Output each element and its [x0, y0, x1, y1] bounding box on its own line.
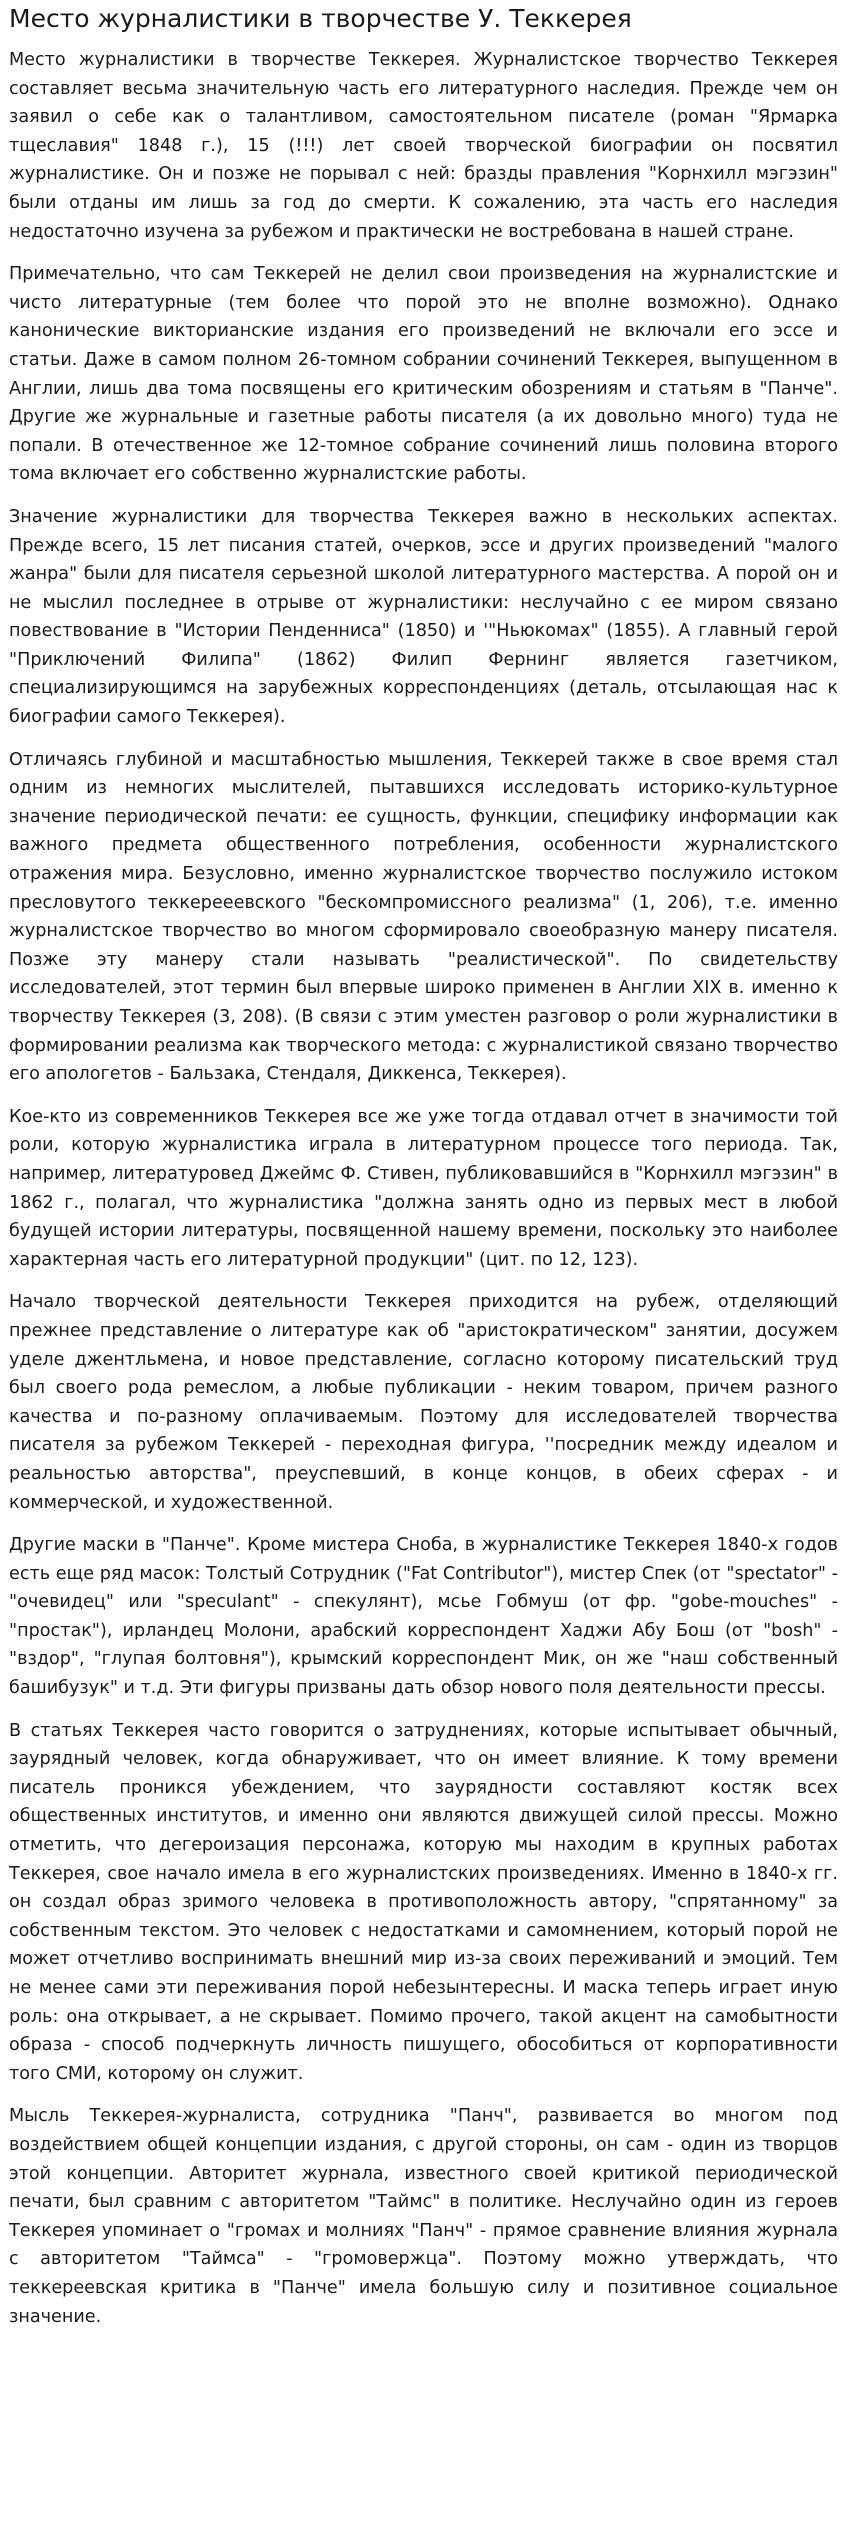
paragraph: Кое-кто из современников Теккерея все же уже тогда отдавал отчет в значимости той роли, которую журналистика играла в литературном процессе того периода. Так, например, литературовед Джеймс Ф. Стивен, публиковавшийся в "Корнхилл мэгэзин" в 1862 г., полагал, что журналистика "должна занять одно из первых мест в любой будущей истории литературы, посвященной нашему времени, поскольку это наиболее характерная часть его литературной продукции" (цит. по 12, 123).	[9, 1106, 838, 1270]
paragraph: Место журналистики в творчестве Теккерея. Журналистское творчество Теккерея составляет весьма значительную часть его литературного наследия. Прежде чем он заявил о себе как о талантливом, самостоятельном писателе (роман "Ярмарка тщеславия" 1848 г.), 15 (!!!) лет своей творческой биографии он посвятил журналистике. Он и позже не порывал с ней: бразды правления "Корнхилл мэгэзин" были отданы им лишь за год до смерти. К сожалению, эта часть его наследия недостаточно изучена за рубежом и практически не востребована в нашей стране.	[9, 50, 838, 242]
paragraph: Отличаясь глубиной и масштабностью мышления, Теккерей также в свое время стал одним из немногих мыслителей, пытавшихся исследовать историко-культурное значение периодической печати: ее сущность, функции, специфику информации как важного предмета общественного потребления, особенности журналистского отражения мира. Безусловно, именно журналистское творчество послужило истоком пресловутого теккерееевского "бескомпромиссного реализма" (1, 206), т.е. именно журналистское творчество во многом сформировало своеобразную манеру писателя. Позже эту манеру стали называть "реалистической". По свидетельству исследователей, этот термин был впервые широко применен в Англии XIX в. именно к творчеству Теккерея (3, 208). (В связи с этим уместен разговор о роли журналистики в формировании реализма как творческого метода: с журналистикой связано творчество его апологетов - Бальзака, Стендаля, Диккенса, Теккерея).	[9, 749, 838, 1085]
article-title: Место журналистики в творчестве У. Теккерея	[9, 4, 632, 33]
paragraph: В статьях Теккерея часто говорится о затруднениях, которые испытывает обычный, заурядный человек, когда обнаруживает, что он имеет влияние. К тому времени писатель проникся убеждением, что заурядности составляют костяк всех общественных институтов, и именно они являются движущей силой прессы. Можно отметить, что дегероизация персонажа, которую мы находим в крупных работах Теккерея, свое начало имела в его журналистских произведениях. Именно в 1840-х гг. он создал образ зримого человека в противоположность автору, "спрятанному" за собственным текстом. Это человек с недостатками и самомнением, который порой не может отчетливо воспринимать внешний мир из-за своих переживаний и эмоций. Тем не менее сами эти переживания порой небезынтересны. И маска теперь играет иную роль: она открывает, а не скрывает. Помимо прочего, такой акцент на самобытности образа - способ подчеркнуть личность пишущего, обособиться от корпоративности того СМИ, которому он служит.	[9, 1720, 838, 2084]
paragraph: Другие маски в "Панче". Кроме мистера Сноба, в журналистике Теккерея 1840-х годов есть еще ряд масок: Толстый Сотрудник ("Fat Contributor"), мистер Спек (от "spectator" - "очевидец" или "speculant" - спекулянт), мсье Гобмуш (от фр. "gobe-mouches" - "простак"), ирландец Молони, арабский корреспондент Хаджи Абу Бош (от "bosh" - "вздор", "глупая болтовня"), крымский корреспондент Мик, он же "наш собственный башибузук" и т.д. Эти фигуры призваны дать обзор нового поля деятельности прессы.	[9, 1535, 838, 1699]
paragraph: Значение журналистики для творчества Теккерея важно в нескольких аспектах. Прежде всего, 15 лет писания статей, очерков, эссе и других произведений "малого жанра" были для писателя серьезной школой литературного мастерства. А порой он и не мыслил последнее в отрыве от журналистики: неслучайно с ее миром связано повествование в "Истории Пенденниса" (1850) и '"Ньюкомах" (1855). А главный герой "Приключений Филипа" (1862) Филип Фернинг является газетчиком, специализирующимся на зарубежных корреспонденциях (деталь, отсылающая нас к биографии самого Теккерея).	[9, 506, 838, 728]
paragraph: Примечательно, что сам Теккерей не делил свои произведения на журналистские и чисто литературные (тем более что порой это не вполне возможно). Однако канонические викторианские издания его произведений не включали его эссе и статьи. Даже в самом полном 26-томном собрании сочинений Теккерея, выпущенном в Англии, лишь два тома посвящены его критическим обозрениям и статьям в "Панче". Другие же журнальные и газетные работы писателя (а их довольно много) туда не попали. В отечественное же 12-томное собрание сочинений лишь половина второго тома включает его собственно журналистские работы.	[9, 264, 838, 485]
paragraph: Начало творческой деятельности Теккерея приходится на рубеж, отделяющий прежнее представление о литературе как об "аристократическом" занятии, досужем уделе джентльмена, и новое представление, согласно которому писательский труд был своего рода ремеслом, а любые публикации - неким товаром, причем разного качества и по-разному оплачиваемым. Поэтому для исследователей творчества писателя за рубежом Теккерей - переходная фигура, ''посредник между идеалом и реальностью авторства", преуспевший, в конце концов, в обеих сферах - и коммерческой, и художественной.	[9, 1292, 838, 1513]
paragraph: Мысль Теккерея-журналиста, сотрудника "Панч", развивается во многом под воздействием общей концепции издания, с другой стороны, он сам - один из творцов этой концепции. Авторитет журнала, известного своей критикой периодической печати, был сравним с авторитетом "Таймс" в политике. Неслучайно один из героев Теккерея упоминает о "громах и молниях "Панч" - прямое сравнение влияния журнала с авторитетом "Таймса" - "громовержца". Поэтому можно утверждать, что теккереевская критика в "Панче" имела большую силу и позитивное социальное значение.	[9, 2106, 838, 2327]
